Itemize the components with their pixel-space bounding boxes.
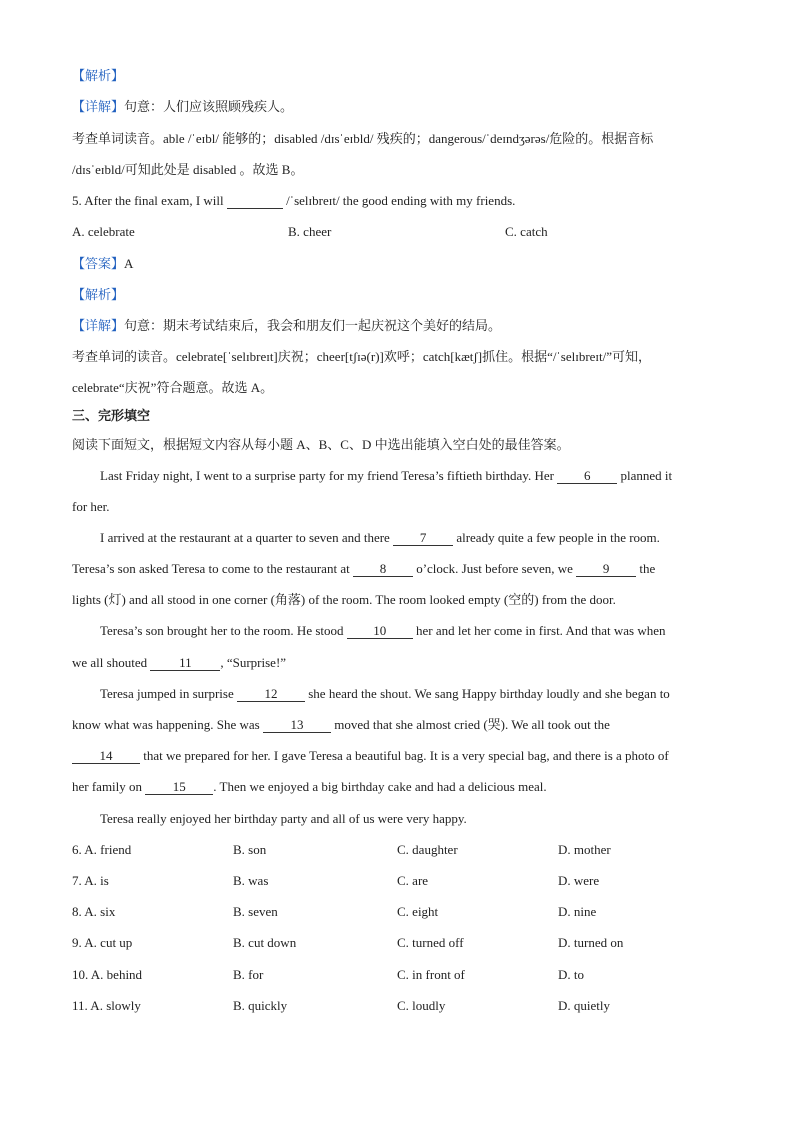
blank-14: 14	[72, 749, 140, 764]
passage-line	[100, 685, 670, 703]
passage-text: that we prepared for her. I gave Teresa a beautiful bag. It is a very special bag, and there is a photo of	[143, 748, 669, 763]
answer-line	[72, 255, 133, 273]
passage-line: for her.	[72, 499, 110, 514]
passage-text: Teresa jumped in surprise	[100, 686, 234, 701]
passage-text: moved that she almost cried (哭). We all took out the	[334, 717, 610, 732]
option-d: D. to	[558, 967, 584, 982]
analysis-label: 【解析】	[72, 68, 125, 83]
option-a: A. celebrate	[72, 224, 135, 239]
section-title: 三、完形填空	[72, 409, 151, 424]
passage-line	[72, 560, 655, 578]
passage-line	[100, 622, 665, 640]
option-a: 6. A. friend	[72, 842, 132, 857]
option-c: C. catch	[505, 224, 548, 239]
passage-text: the	[639, 561, 656, 576]
passage-text: planned it	[620, 468, 673, 483]
explanation-line: 考查单词的读音。celebrate[ˈselɪbreɪt]庆祝；cheer[tʃɪə(r)]欢呼；catch[kætʃ]抓住。根据“/ˈselɪbreɪt/”可知，	[72, 349, 652, 364]
blank-12: 12	[237, 687, 305, 702]
option-d: D. were	[558, 873, 600, 888]
blank-8: 8	[353, 562, 413, 577]
blank-10: 10	[347, 624, 413, 639]
passage-text: her family on	[72, 779, 143, 794]
detail-line	[72, 317, 501, 335]
option-b: B. son	[233, 842, 267, 857]
option-a: 9. A. cut up	[72, 935, 133, 950]
option-a: 10. A. behind	[72, 967, 143, 982]
option-d: D. nine	[558, 904, 597, 919]
passage-text: she heard the shout. We sang Happy birthday loudly and she began to	[308, 686, 670, 701]
option-d: D. quietly	[558, 998, 610, 1013]
passage-text: , “Surprise!”	[220, 655, 287, 670]
explanation-line: /dɪsˈeɪbld/可知此处是 disabled 。故选 B。	[72, 162, 304, 177]
passage-text: Teresa’s son brought her to the room. He stood	[100, 623, 344, 638]
option-a: 11. A. slowly	[72, 998, 141, 1013]
passage-text: know what was happening. She was	[72, 717, 260, 732]
question-11-options	[72, 997, 732, 1015]
option-b: B. quickly	[233, 998, 288, 1013]
question-10-options	[72, 966, 732, 984]
passage-line	[72, 747, 669, 765]
explanation-line: celebrate“庆祝”符合题意。故选 A。	[72, 380, 274, 395]
passage-text: o’clock. Just before seven, we	[416, 561, 573, 576]
passage-text: Teresa’s son asked Teresa to come to the restaurant at	[72, 561, 350, 576]
option-b: B. was	[233, 873, 269, 888]
passage-line	[72, 716, 610, 734]
blank-9: 9	[576, 562, 636, 577]
option-b: B. seven	[233, 904, 278, 919]
option-a: 8. A. six	[72, 904, 116, 919]
option-c: C. turned off	[397, 935, 464, 950]
option-c: C. loudly	[397, 998, 446, 1013]
analysis-tag	[72, 286, 124, 304]
option-c: C. daughter	[397, 842, 458, 857]
passage-line	[100, 529, 660, 547]
question-6-options	[72, 841, 732, 859]
question-text: 5. After the final exam, I will	[72, 193, 224, 208]
passage-line	[72, 654, 286, 672]
passage-line	[72, 778, 547, 796]
question-5	[72, 192, 515, 210]
analysis-tag	[72, 67, 124, 85]
blank-6: 6	[557, 469, 617, 484]
blank-15: 15	[145, 780, 213, 795]
detail-label: 【详解】	[72, 99, 125, 114]
passage-text: her and let her come in first. And that was when	[416, 623, 666, 638]
option-c: C. in front of	[397, 967, 465, 982]
question-8-options	[72, 903, 732, 921]
option-d: D. turned on	[558, 935, 624, 950]
option-a: 7. A. is	[72, 873, 109, 888]
answer-label: 【答案】	[72, 256, 125, 271]
answer-value: A	[124, 256, 134, 271]
option-b: B. for	[233, 967, 264, 982]
blank-11: 11	[150, 656, 220, 671]
detail-text: 句意：期末考试结束后，我会和朋友们一起庆祝这个美好的结局。	[124, 318, 502, 333]
detail-text: 句意：人们应该照顾残疾人。	[124, 99, 294, 114]
option-b: B. cut down	[233, 935, 297, 950]
detail-label: 【详解】	[72, 318, 125, 333]
analysis-label: 【解析】	[72, 287, 125, 302]
passage-text: I arrived at the restaurant at a quarter to seven and there	[100, 530, 390, 545]
question-9-options	[72, 934, 732, 952]
passage-text: Last Friday night, I went to a surprise party for my friend Teresa’s fiftieth birthday. Her	[100, 468, 554, 483]
detail-line	[72, 98, 293, 116]
option-c: C. eight	[397, 904, 439, 919]
option-d: D. mother	[558, 842, 611, 857]
answer-blank	[227, 194, 283, 209]
passage-text: . Then we enjoyed a big birthday cake and had a delicious meal.	[213, 779, 547, 794]
option-b: B. cheer	[288, 224, 332, 239]
question-7-options	[72, 872, 732, 890]
q5-options	[72, 223, 732, 241]
passage-text: we all shouted	[72, 655, 148, 670]
passage-line	[100, 467, 672, 485]
blank-13: 13	[263, 718, 331, 733]
explanation-line: 考查单词读音。able /ˈeɪbl/ 能够的；disabled /dɪsˈeɪbld/ 残疾的；dangerous/ˈdeɪndʒərəs/危险的。根据音标	[72, 131, 654, 146]
blank-7: 7	[393, 531, 453, 546]
section-instruction: 阅读下面短文，根据短文内容从每小题 A、B、C、D 中选出能填入空白处的最佳答案。	[72, 437, 570, 452]
passage-line: Teresa really enjoyed her birthday party and all of us were very happy.	[100, 811, 467, 826]
option-c: C. are	[397, 873, 429, 888]
passage-line: lights (灯) and all stood in one corner (角落) of the room. The room looked empty (空的) from the door.	[72, 592, 616, 607]
question-text: /ˈselɪbreɪt/ the good ending with my friends.	[286, 193, 516, 208]
passage-text: already quite a few people in the room.	[456, 530, 660, 545]
